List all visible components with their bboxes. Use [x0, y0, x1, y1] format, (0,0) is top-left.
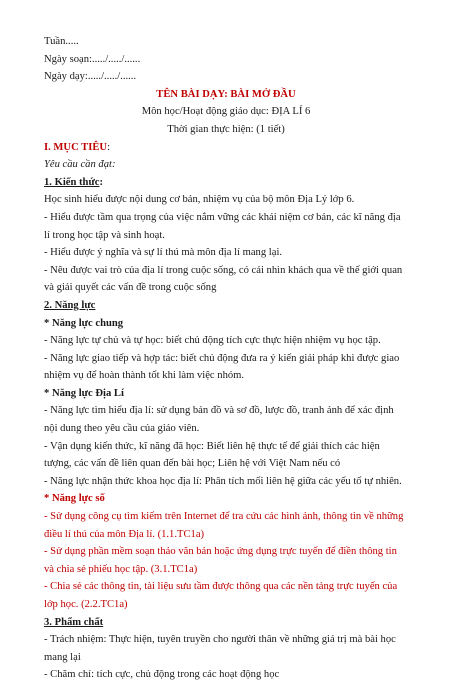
knowledge-item: - Hiểu được tầm qua trọng của việc nắm vững các khái niệm cơ bản, các kĩ năng địa lí trong học tập và sinh hoạt.: [44, 211, 401, 241]
geography-competence-item: - Năng lực nhận thức khoa học địa lí: Phân tích mối liên hệ giữa các yếu tố tự nhiên.: [44, 475, 402, 487]
section-objectives-heading: [44, 139, 408, 157]
teach-date-line: Ngày dạy:...../...../......: [44, 71, 137, 83]
digital-competence-item: - Sử dụng công cụ tìm kiếm trên Internet để tra cứu các hình ảnh, thông tin về những điều lí thú của môn Địa lí. (1.1.TC1a): [44, 511, 404, 540]
geography-competence-heading: * Năng lực Địa Lí: [44, 387, 124, 399]
objectives-heading-text: I. MỤC TIÊU: [44, 141, 108, 153]
knowledge-item: Học sinh hiểu được nội dung cơ bản, nhiệm vụ của bộ môn Địa Lý lớp 6.: [44, 194, 355, 206]
general-competence-item: - Năng lực giao tiếp và hợp tác: biết chủ động đưa ra ý kiến giải pháp khi được giao nhiệm vụ để hoàn thành tốt khi làm việc nhóm.: [44, 352, 400, 382]
geography-competence-item: - Năng lực tìm hiểu địa lí: sử dụng bản đồ và sơ đồ, lược đồ, tranh ảnh để xác định nội dung theo yêu cầu của giáo viên.: [44, 405, 394, 435]
document-content: [44, 33, 408, 684]
knowledge-heading-colon: :: [99, 176, 104, 188]
digital-competence-item: - Sử dụng phần mềm soạn thảo văn bản hoặc ứng dụng trực tuyến để điền thông tin và chia sẻ phiếu học tập. (3.1.TC1a): [44, 546, 397, 575]
general-competence-item: - Năng lực tự chủ và tự học: biết chủ động tích cực thực hiện nhiệm vụ học tập.: [44, 335, 381, 347]
knowledge-item: - Nêu được vai trò của địa lí trong cuộc sống, có cái nhìn khách qua về thế giới quan và giải quyết các vấn đề trong cuộc sống: [44, 264, 403, 294]
knowledge-heading: [44, 174, 408, 192]
qualities-item: - Chăm chỉ: tích cực, chủ động trong các hoạt động học: [44, 669, 280, 681]
general-competence-heading: * Năng lực chung: [44, 317, 124, 329]
knowledge-heading-text: 1. Kiến thức: [44, 176, 100, 188]
qualities-item: - Trách nhiệm: Thực hiện, tuyên truyền cho người thân về những giá trị mà bài học mang lại: [44, 634, 396, 663]
competence-heading: 2. Năng lực: [44, 299, 96, 311]
objectives-intro: Yêu cầu cần đạt:: [44, 159, 116, 171]
knowledge-item: - Hiểu được ý nghĩa và sự lí thú mà môn địa lí mang lại.: [44, 247, 283, 259]
qualities-heading: 3. Phẩm chất: [44, 616, 104, 628]
digital-competence-item: - Chia sẻ các thông tin, tài liệu sưu tầm được thông qua các nền tảng trực tuyến của lớp học. (2.2.TC1a): [44, 581, 398, 610]
lesson-title: TÊN BÀI DẠY: BÀI MỞ ĐẦU: [156, 88, 296, 100]
digital-competence-heading: * Năng lực số: [44, 493, 105, 505]
geography-competence-item: - Vận dụng kiến thức, kĩ năng đã học: Biết liên hệ thực tế để giải thích các hiện tượng, các vấn đề liên quan đến bài học; Liên hệ với Việt Nam nếu có: [44, 440, 380, 470]
lesson-subject: Môn học/Hoạt động giáo dục: ĐỊA LÍ 6: [141, 106, 311, 118]
lesson-duration: Thời gian thực hiện: (1 tiết): [167, 123, 285, 135]
prep-date-line: Ngày soạn:...../...../......: [44, 53, 141, 65]
objectives-heading-colon: :: [107, 141, 111, 153]
week-line: Tuần.....: [44, 36, 79, 47]
